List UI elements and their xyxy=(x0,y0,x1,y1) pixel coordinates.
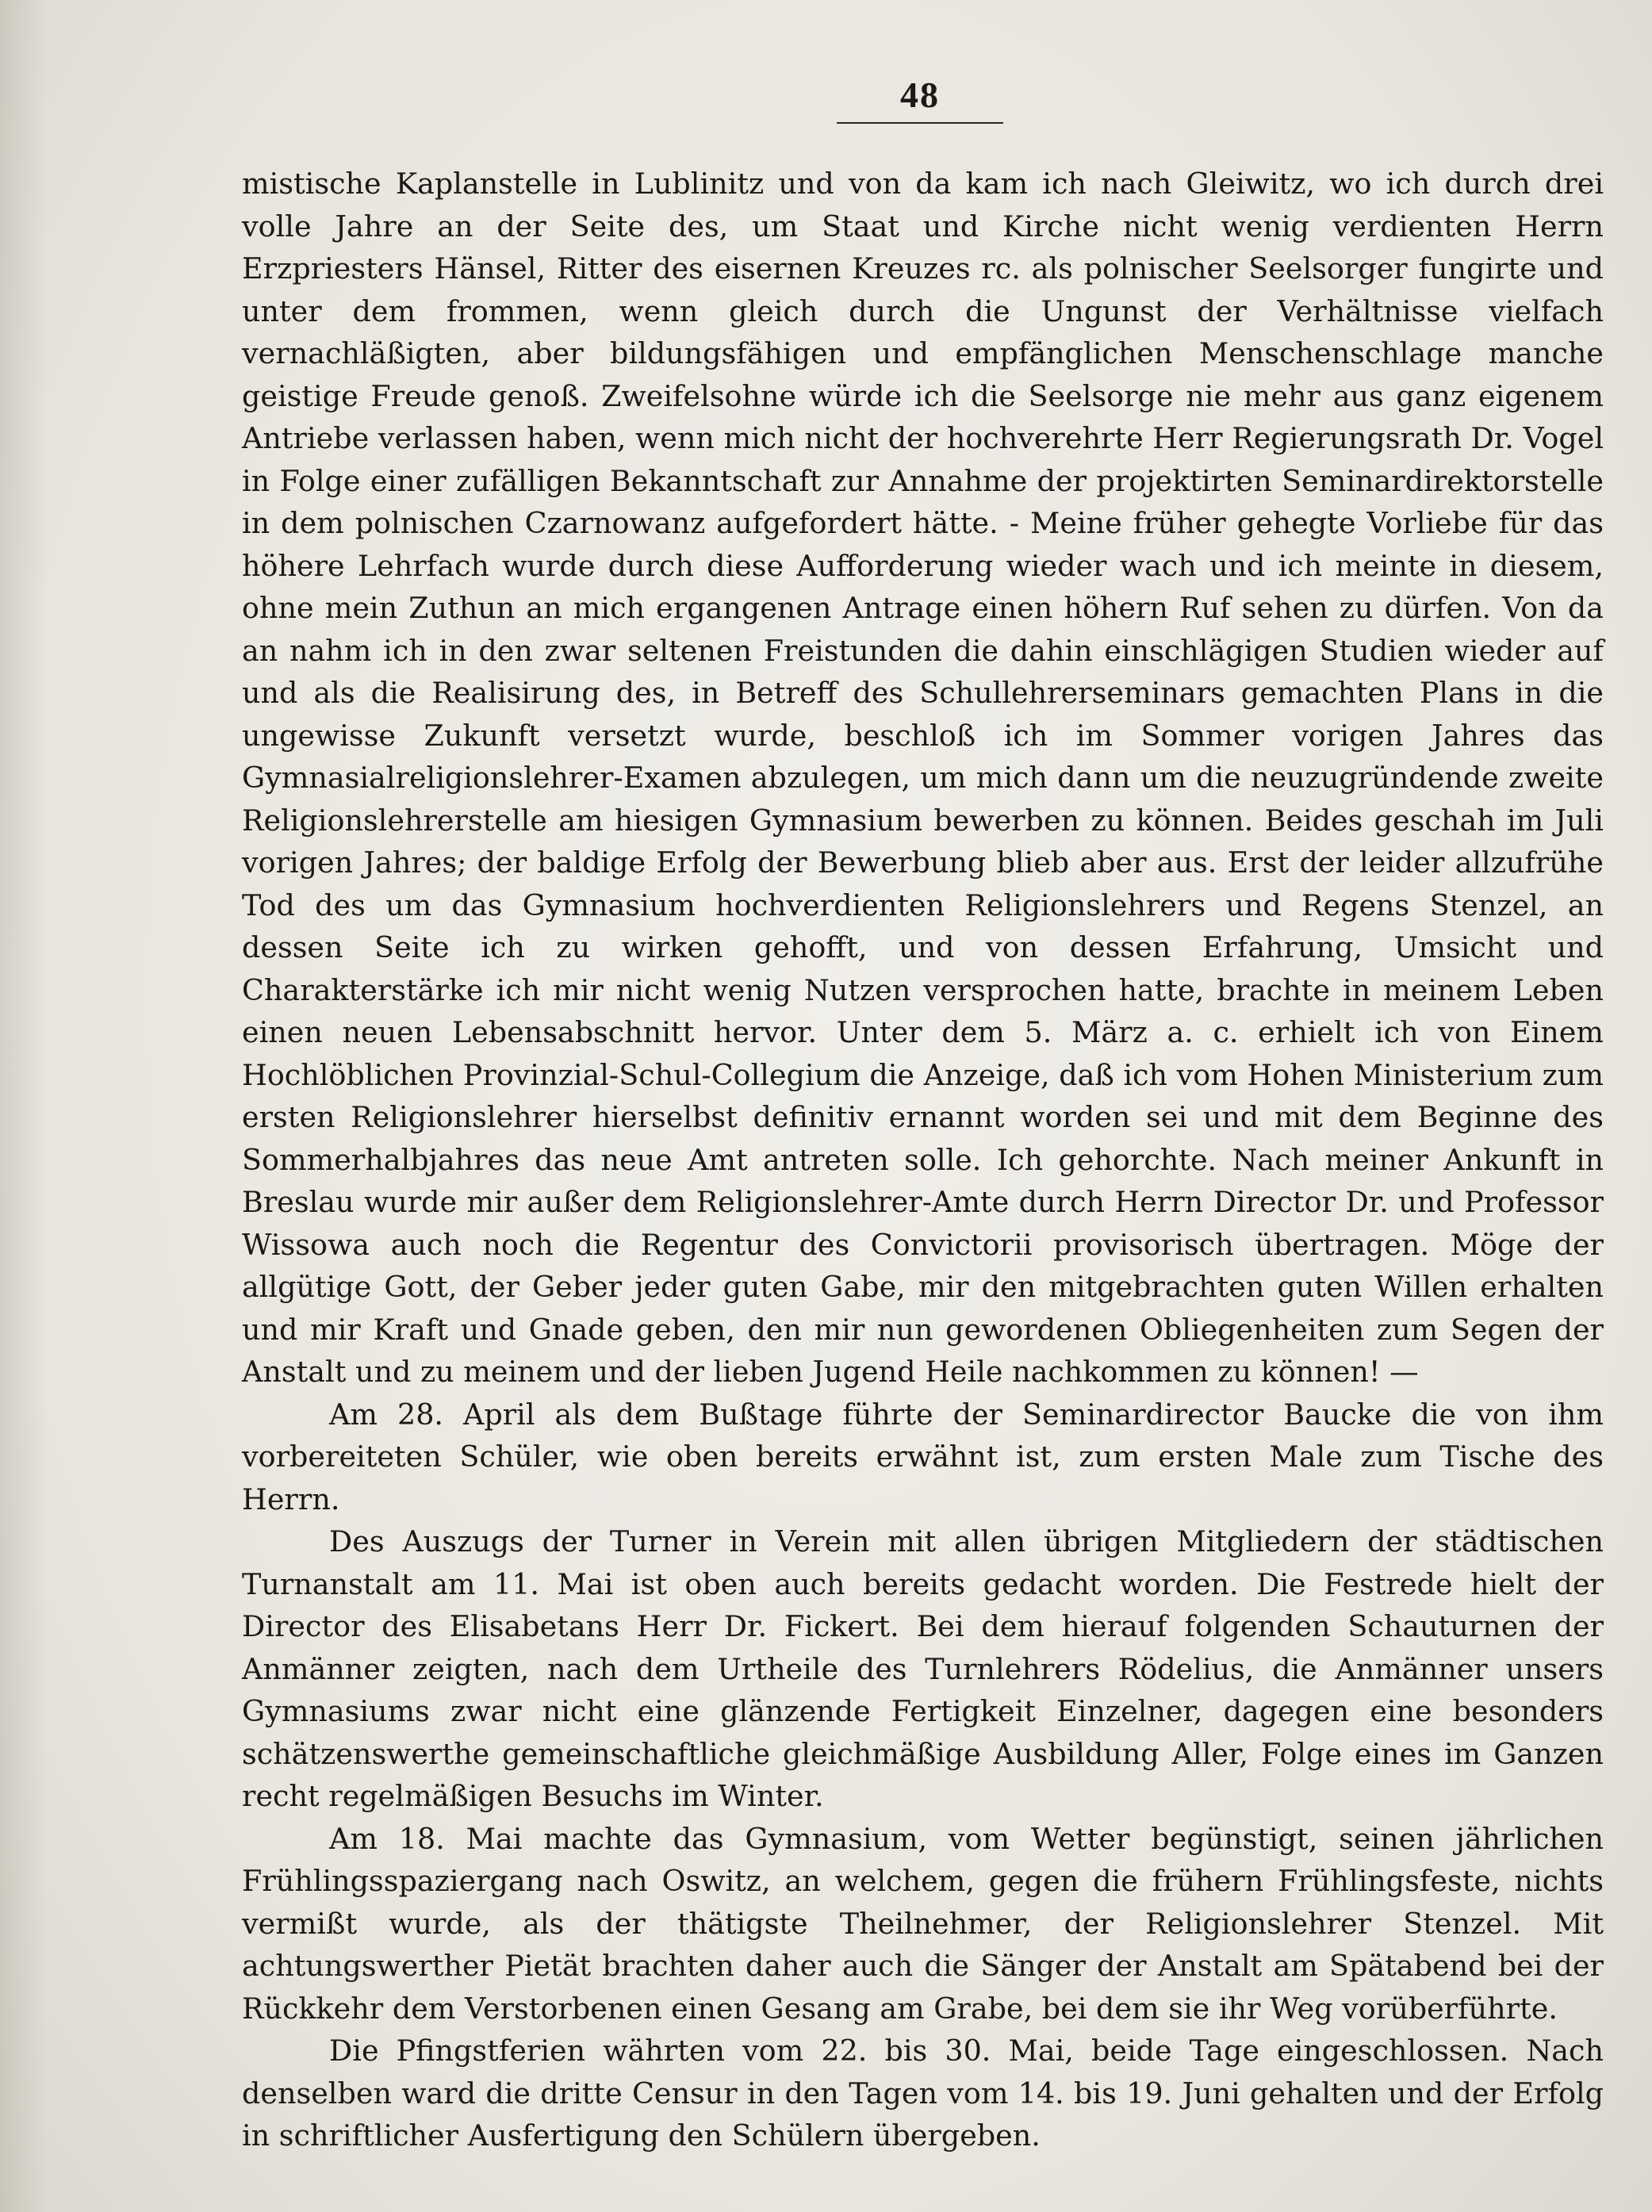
header-rule xyxy=(837,122,1003,124)
page-header xyxy=(825,73,1015,124)
paragraph: Des Auszugs der Turner in Verein mit allen übrigen Mitgliedern der städtischen Turnanstalt am 11. Mai ist oben auch bereits gedacht worden. Die Festrede hielt der Director des Elisabetans Herr Dr. Fickert. Bei dem hierauf folgenden Schauturnen der Anmänner zeigten, nach dem Urtheile des Turnlehrers Rödelius, die Anmänner unsers Gymnasiums zwar nicht eine glänzende Fertigkeit Einzelner, dagegen eine besonders schätzenswerthe gemeinschaftliche gleichmäßige Ausbildung Aller, Folge eines im Ganzen recht regelmäßigen Besuchs im Winter. xyxy=(242,1524,1604,1813)
binding-shadow xyxy=(0,0,48,2212)
paragraph: mistische Kaplanstelle in Lublinitz und von da kam ich nach Gleiwitz, wo ich durch drei volle Jahre an der Seite des, um Staat und Kirche nicht wenig verdienten Herrn Erzpriesters Hänsel, Ritter des eisernen Kreuzes rc. als polnischer Seelsorger fungirte und unter dem frommen, wenn gleich durch die Ungunst der Verhältnisse vielfach vernachläßigten, aber bildungsfähigen und empfänglichen Menschenschlage manche geistige Freude genoß. Zweifelsohne würde ich die Seelsorge nie mehr aus ganz eigenem Antriebe verlassen haben, wenn mich nicht der hochverehrte Herr Regierungsrath Dr. Vogel in Folge einer zufälligen Bekanntschaft zur Annahme der projektirten Seminardirektorstelle in dem polnischen Czarnowanz aufgefordert hätte. - Meine früher gehegte Vorliebe für das höhere Lehrfach wurde durch diese Aufforderung wieder wach und ich meinte in diesem, ohne mein Zuthun an mich ergangenen Antrage einen höhern Ruf sehen zu dürfen. Von da an nahm ich in den zwar seltenen Freistunden die dahin einschlägigen Studien wieder auf und als die Realisirung des, in Betreff des Schullehrerseminars gemachten Plans in die ungewisse Zukunft versetzt wurde, beschloß ich im Sommer vorigen Jahres das Gymnasialreligionslehrer-Examen abzulegen, um mich dann um die neuzugründende zweite Religionslehrerstelle am hiesigen Gymnasium bewerben zu können. Beides geschah im Juli vorigen Jahres; der baldige Erfolg der Bewerbung blieb aber aus. Erst der leider allzufrühe Tod des um das Gymnasium hochverdienten Religionslehrers und Regens Stenzel, an dessen Seite ich zu wirken gehofft, und von dessen Erfahrung, Umsicht und Charakterstärke ich mir nicht wenig Nutzen versprochen hatte, brachte in meinem Leben einen neuen Lebensabschnitt hervor. Unter dem 5. März a. c. erhielt ich von Einem Hochlöblichen Provinzial-Schul-Collegium die Anzeige, daß ich vom Hohen Ministerium zum ersten Religionslehrer hierselbst definitiv ernannt worden sei und mit dem Beginne des Sommerhalbjahres das neue Amt antreten solle. Ich gehorchte. Nach meiner Ankunft in Breslau wurde mir außer dem Religionslehrer-Amte durch Herrn Director Dr. und Professor Wissowa auch noch die Regentur des Convictorii provisorisch übertragen. Möge der allgütige Gott, der Geber jeder guten Gabe, mir den mitgebrachten guten Willen erhalten und mir Kraft und Gnade geben, den mir nun gewordenen Obliegenheiten zum Segen der Anstalt und zu meinem und der lieben Jugend Heile nachkommen zu können! — xyxy=(242,167,1604,1389)
paragraph: Am 28. April als dem Bußtage führte der Seminardirector Baucke die von ihm vorbereiteten Schüler, wie oben bereits erwähnt ist, zum ersten Male zum Tische des Herrn. xyxy=(242,1397,1604,1516)
paragraph: Am 18. Mai machte das Gymnasium, vom Wetter begünstigt, seinen jährlichen Frühlingsspaziergang nach Oswitz, an welchem, gegen die frühern Frühlingsfeste, nichts vermißt wurde, als der thätigste Theilnehmer, der Religionslehrer Stenzel. Mit achtungswerther Pietät brachten daher auch die Sänger der Anstalt am Spätabend bei der Rückkehr dem Verstorbenen einen Gesang am Grabe, bei dem sie ihr Weg vorüberführte. xyxy=(242,1821,1604,2026)
page-number: 48 xyxy=(900,75,940,115)
body-text xyxy=(242,163,1604,2157)
paragraph: Die Pfingstferien währten vom 22. bis 30. Mai, beide Tage eingeschlossen. Nach denselben ward die dritte Censur in den Tagen vom 14. bis 19. Juni gehalten und der Erfolg in schriftlicher Ausfertigung den Schülern übergeben. xyxy=(242,2034,1604,2153)
